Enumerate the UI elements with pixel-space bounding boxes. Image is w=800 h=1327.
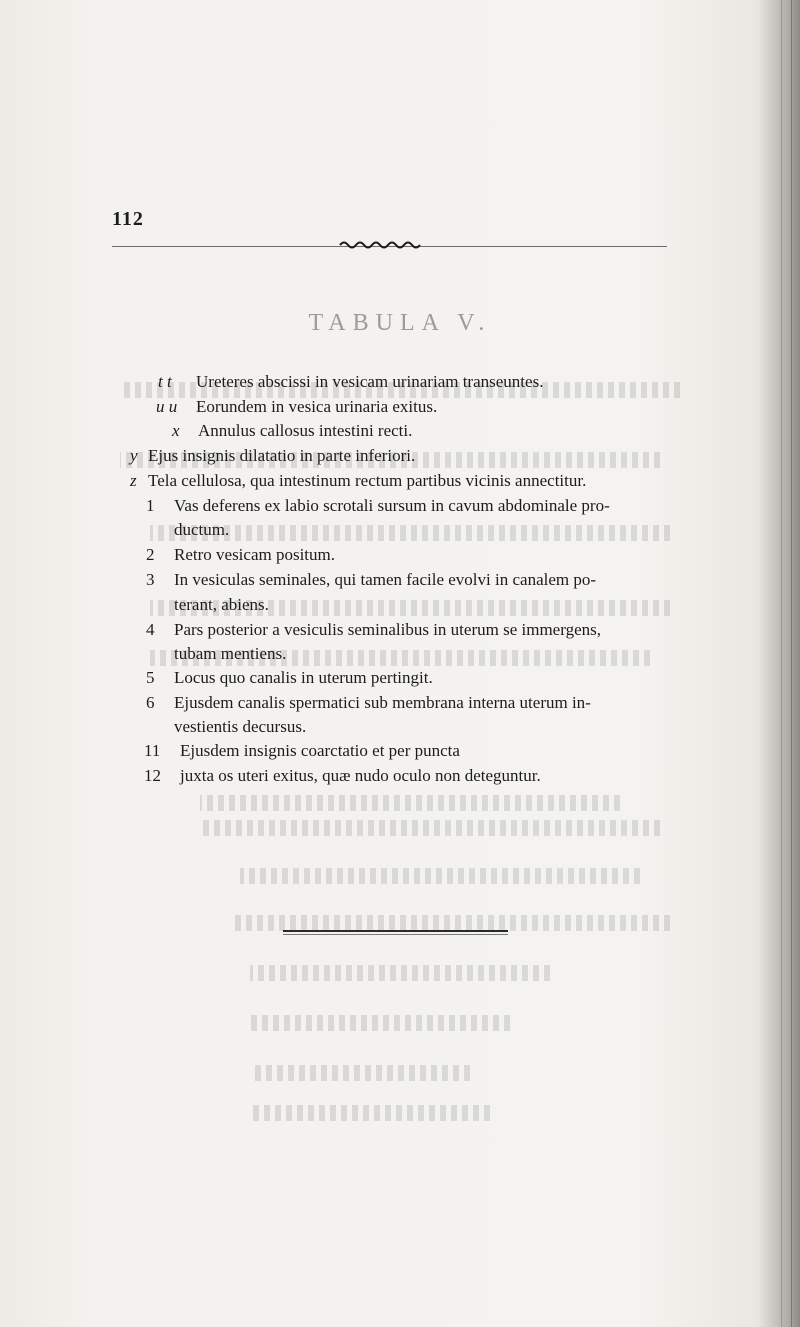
entry-key: 12 bbox=[144, 766, 161, 785]
plate-heading: TABULA V. bbox=[308, 310, 492, 336]
entry-key: 5 bbox=[146, 668, 155, 687]
entry-text: terant, abiens. bbox=[174, 595, 269, 614]
footer-rule bbox=[283, 930, 508, 932]
entry-key: 3 bbox=[146, 570, 155, 589]
entry-text: Pars posterior a vesiculis seminalibus in uterum se immergens, bbox=[174, 620, 601, 639]
entry-key: 6 bbox=[146, 693, 155, 712]
entry-text: Retro vesicam positum. bbox=[174, 545, 336, 564]
entry-text: In vesiculas seminales, qui tamen facile evolvi in canalem po- bbox=[174, 570, 597, 589]
entry-key: y bbox=[130, 446, 138, 465]
entry-text: Annulus callosus intestini recti. bbox=[198, 421, 413, 440]
entry-text: juxta os uteri exitus, quæ nudo oculo non deteguntur. bbox=[180, 766, 541, 785]
entry-text: vestientis decursus. bbox=[174, 717, 307, 736]
entry-text: Vas deferens ex labio scrotali sursum in cavum abdominale pro- bbox=[174, 496, 610, 515]
entry-key: 11 bbox=[144, 741, 161, 760]
footer-rule-thin bbox=[283, 934, 508, 935]
entry-text: ductum. bbox=[174, 520, 230, 539]
entry-text: Ejusdem canalis spermatici sub membrana interna uterum in- bbox=[174, 693, 591, 712]
entry-key: t t bbox=[158, 372, 172, 391]
entry-text: Ejusdem insignis coarctatio et per puncta bbox=[180, 741, 460, 760]
entry-text: Ejus insignis dilatatio in parte inferiori. bbox=[148, 446, 416, 465]
entry-text: Eorundem in vesica urinaria exitus. bbox=[196, 397, 438, 416]
entry-key: x bbox=[172, 421, 180, 440]
entry-text: Tela cellulosa, qua intestinum rectum partibus vicinis annectitur. bbox=[148, 471, 587, 490]
entry-key: z bbox=[130, 471, 137, 490]
entry-text: tubam mentiens. bbox=[174, 644, 287, 663]
entry-key: u u bbox=[156, 397, 178, 416]
entry-key: 2 bbox=[146, 545, 155, 564]
entry-key: 4 bbox=[146, 620, 155, 639]
entry-key: 1 bbox=[146, 496, 155, 515]
entry-text: Ureteres abscissi in vesicam urinariam transeuntes. bbox=[196, 372, 544, 391]
entry-text: Locus quo canalis in uterum pertingit. bbox=[174, 668, 433, 687]
page-number: 112 bbox=[112, 208, 144, 230]
